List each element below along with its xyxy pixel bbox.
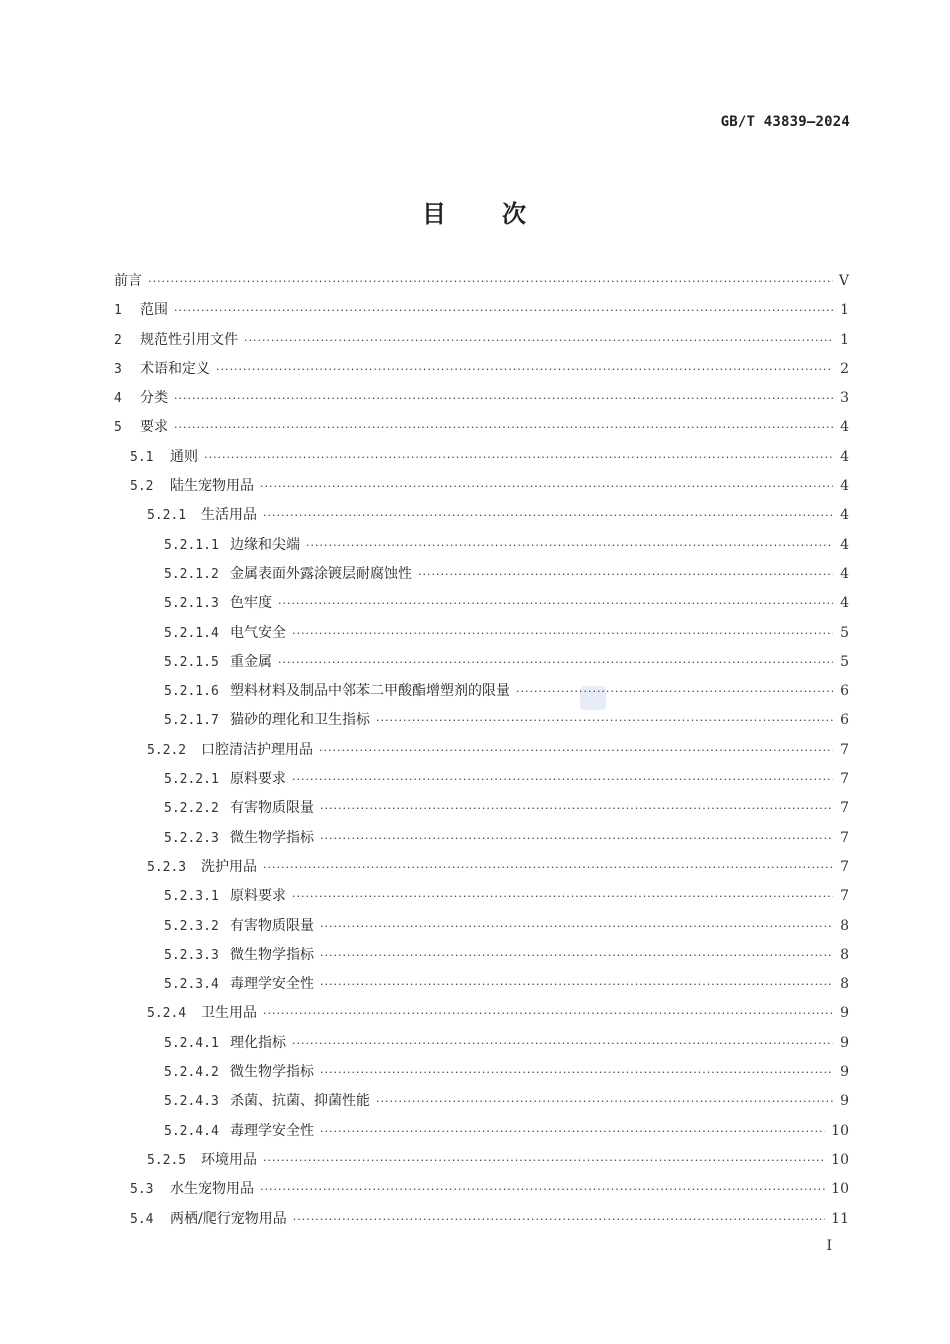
toc-entry[interactable] [114,827,849,856]
toc-entry[interactable] [114,475,849,504]
toc-leader-dots [263,861,833,874]
toc-entry-number: 5.2.4.2 [164,1065,219,1081]
toc-entry-label: 范围 [140,302,168,319]
toc-entry[interactable] [114,885,849,914]
toc-entry-label: 塑料材料及制品中邻苯二甲酸酯增塑剂的限量 [230,683,510,700]
toc-entry[interactable] [114,1002,849,1031]
toc-entry-label: 生活用品 [201,507,257,524]
toc-entry-label: 通则 [170,448,198,465]
toc-entry-label: 环境用品 [201,1151,257,1168]
toc-entry[interactable] [114,534,849,563]
toc-entry-page: 6 [840,712,849,729]
toc-entry-page: 9 [840,1093,849,1110]
toc-entry-label: 洗护用品 [201,858,257,875]
toc-entry-page: 9 [840,1034,849,1051]
toc-entry-number: 5.2.3.3 [164,947,219,963]
toc-entry-number: 5.1 [130,449,154,465]
toc-entry-page: V [838,273,849,289]
toc-entry-number: 3 [114,361,122,377]
toc-entry[interactable] [114,1149,849,1178]
toc-entry-page: 8 [840,917,849,934]
toc-entry-number: 5.2.4.4 [164,1123,219,1139]
toc-entry-page: 7 [840,741,849,758]
toc-entry-label: 猫砂的理化和卫生指标 [230,712,370,729]
toc-entry[interactable] [114,709,849,738]
title-char-1: 目 [422,200,448,228]
toc-entry-number: 5.2.3.1 [164,889,219,905]
table-of-contents [114,270,849,1237]
toc-leader-dots [320,978,833,991]
toc-entry-number: 5.2.3.2 [164,918,219,934]
toc-entry[interactable] [114,856,849,885]
toc-entry-page: 4 [840,507,849,524]
toc-entry[interactable] [114,387,849,416]
toc-leader-dots [174,304,833,317]
toc-leader-dots [260,1183,825,1196]
toc-entry-label: 原料要求 [230,888,286,905]
toc-entry-label: 毒理学安全性 [230,976,314,993]
toc-leader-dots [319,744,833,757]
toc-leader-dots [174,421,833,434]
toc-entry-page: 5 [840,653,849,670]
toc-entry-page: 10 [831,1181,849,1198]
toc-leader-dots [292,890,833,903]
toc-entry-label: 两栖/爬行宠物用品 [170,1210,287,1227]
toc-entry-label: 陆生宠物用品 [170,478,254,495]
toc-entry[interactable] [114,739,849,768]
toc-entry-number: 5.2.4.1 [164,1035,219,1051]
toc-entry-page: 10 [831,1151,849,1168]
toc-leader-dots [376,714,833,727]
toc-entry-label: 原料要求 [230,771,286,788]
toc-entry[interactable] [114,680,849,709]
toc-entry-number: 5.2.1 [147,508,187,524]
toc-entry-label: 重金属 [230,653,272,670]
toc-leader-dots [204,451,833,464]
toc-entry-number: 5.2.1.4 [164,625,219,641]
toc-entry-number: 5.3 [130,1182,154,1198]
toc-entry-label: 前言 [114,273,142,289]
toc-entry-number: 5.4 [130,1211,154,1227]
toc-entry[interactable] [114,1090,849,1119]
toc-entry-page: 1 [840,331,849,348]
toc-entry-label: 有害物质限量 [230,800,314,817]
toc-entry[interactable] [114,768,849,797]
toc-entry[interactable] [114,1032,849,1061]
title-char-2: 次 [502,200,528,228]
toc-entry-label: 理化指标 [230,1034,286,1051]
toc-entry-page: 5 [840,624,849,641]
toc-entry[interactable] [114,797,849,826]
toc-entry-page: 7 [840,771,849,788]
toc-leader-dots [516,685,833,698]
toc-entry-label: 电气安全 [230,624,286,641]
toc-entry-label: 边缘和尖端 [230,536,300,553]
toc-leader-dots [263,509,833,522]
toc-entry[interactable] [114,504,849,533]
toc-entry-number: 5.2.1.2 [164,566,219,582]
toc-entry-label: 微生物学指标 [230,1064,314,1081]
toc-entry-page: 4 [840,536,849,553]
toc-entry-label: 分类 [140,390,168,407]
toc-entry-page: 1 [840,302,849,319]
toc-leader-dots [320,802,833,815]
toc-entry-page: 9 [840,1005,849,1022]
toc-entry-label: 口腔清洁护理用品 [201,741,313,758]
toc-entry-number: 5.2.2.3 [164,830,219,846]
toc-entry[interactable] [114,270,849,299]
toc-entry-page: 8 [840,976,849,993]
toc-entry[interactable] [114,1061,849,1090]
toc-entry-number: 5.2.3 [147,859,187,875]
toc-entry-number: 5.2.3.4 [164,977,219,993]
toc-entry[interactable] [114,1208,849,1237]
toc-entry[interactable] [114,592,849,621]
toc-entry-page: 7 [840,800,849,817]
toc-entry-label: 有害物质限量 [230,917,314,934]
toc-leader-dots [216,363,833,376]
toc-entry-number: 5.2.1.5 [164,654,219,670]
toc-entry[interactable] [114,358,849,387]
toc-entry-number: 2 [114,332,122,348]
toc-entry-page: 7 [840,888,849,905]
toc-leader-dots [244,334,833,347]
toc-entry[interactable] [114,329,849,358]
toc-entry-number: 5.2.2.2 [164,801,219,817]
toc-leader-dots [320,1066,833,1079]
toc-leader-dots [292,627,833,640]
toc-entry[interactable] [114,1178,849,1207]
toc-entry-number: 5.2.4.3 [164,1094,219,1110]
toc-entry-label: 色牢度 [230,595,272,612]
toc-entry-number: 4 [114,391,122,407]
toc-entry-page: 4 [840,565,849,582]
toc-entry-page: 9 [840,1064,849,1081]
toc-leader-dots [418,568,833,581]
toc-entry-label: 术语和定义 [140,360,210,377]
toc-entry-page: 4 [840,419,849,436]
toc-entry-page: 8 [840,946,849,963]
toc-entry-label: 规范性引用文件 [140,331,238,348]
toc-entry-page: 6 [840,683,849,700]
toc-leader-dots [320,1125,825,1138]
toc-leader-dots [320,832,833,845]
toc-entry-number: 5.2 [130,479,154,495]
page-title [0,194,950,229]
toc-leader-dots [278,656,833,669]
toc-entry-number: 5 [114,420,122,436]
toc-entry-page: 3 [840,390,849,407]
toc-entry-page: 4 [840,595,849,612]
toc-entry-number: 5.2.2 [147,742,187,758]
toc-leader-dots [292,1037,833,1050]
toc-leader-dots [376,1095,833,1108]
toc-entry-page: 4 [840,448,849,465]
toc-entry[interactable] [114,651,849,680]
toc-entry-number: 5.2.1.1 [164,537,219,553]
toc-entry-page: 7 [840,829,849,846]
toc-entry-page: 4 [840,478,849,495]
toc-entry-page: 11 [831,1210,849,1227]
toc-entry[interactable] [114,446,849,475]
toc-entry[interactable] [114,973,849,1002]
toc-entry-label: 微生物学指标 [230,829,314,846]
toc-entry-number: 5.2.2.1 [164,772,219,788]
toc-leader-dots [306,539,833,552]
toc-leader-dots [174,392,833,405]
toc-entry-page: 7 [840,858,849,875]
toc-entry-number: 5.2.1.6 [164,684,219,700]
toc-entry-number: 1 [114,303,122,319]
toc-entry[interactable] [114,416,849,445]
toc-entry-page: 2 [840,360,849,377]
footer-page-number: I [826,1238,832,1254]
toc-entry[interactable] [114,622,849,651]
toc-entry-number: 5.2.1.3 [164,596,219,612]
toc-entry-page: 10 [831,1122,849,1139]
toc-entry-label: 毒理学安全性 [230,1122,314,1139]
toc-leader-dots [293,1213,825,1226]
toc-leader-dots [278,597,833,610]
toc-entry-label: 微生物学指标 [230,946,314,963]
toc-entry-label: 金属表面外露涂镀层耐腐蚀性 [230,565,412,582]
toc-entry-number: 5.2.1.7 [164,713,219,729]
standard-code: GB/T 43839—2024 [720,114,850,130]
toc-entry-number: 5.2.4 [147,1006,187,1022]
toc-entry[interactable] [114,1120,849,1149]
toc-entry-number: 5.2.5 [147,1152,187,1168]
toc-entry-label: 要求 [140,419,168,436]
toc-entry[interactable] [114,299,849,328]
toc-leader-dots [260,480,833,493]
toc-leader-dots [263,1154,825,1167]
toc-entry[interactable] [114,944,849,973]
toc-leader-dots [148,275,833,288]
toc-entry-label: 杀菌、抗菌、抑菌性能 [230,1093,370,1110]
toc-entry-label: 卫生用品 [201,1005,257,1022]
toc-leader-dots [320,920,833,933]
toc-leader-dots [320,949,833,962]
toc-entry[interactable] [114,563,849,592]
toc-entry[interactable] [114,915,849,944]
toc-leader-dots [292,773,833,786]
toc-leader-dots [263,1007,833,1020]
toc-entry-label: 水生宠物用品 [170,1181,254,1198]
